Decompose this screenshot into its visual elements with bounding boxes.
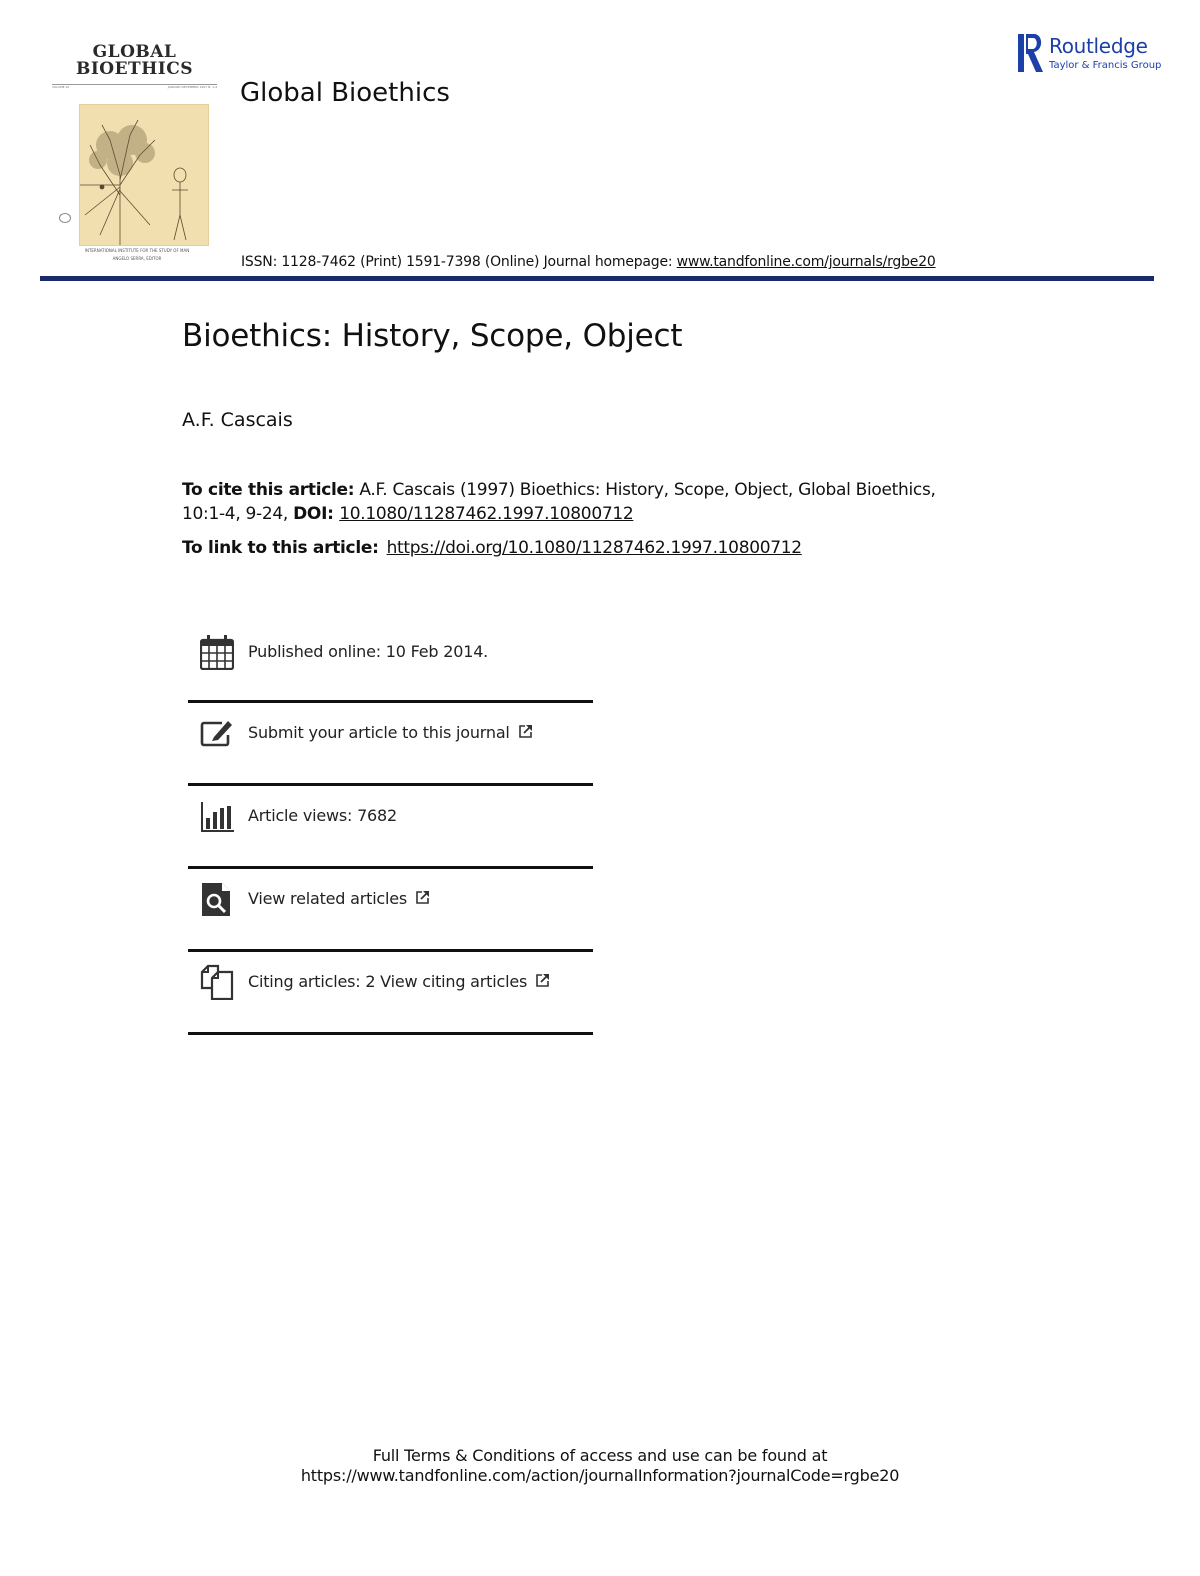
link-label: To link to this article: <box>182 538 379 558</box>
cover-illustration <box>79 104 209 246</box>
cover-title-line1: GLOBAL <box>92 42 177 62</box>
submit-article-label: Submit your article to this journal <box>248 723 510 742</box>
citation <box>182 478 982 526</box>
cover-institute: INTERNATIONAL INSTITUTE FOR THE STUDY OF MAN <box>84 248 190 253</box>
citing-articles-link[interactable] <box>248 972 550 991</box>
publisher-group: Taylor & Francis Group <box>1049 60 1162 71</box>
footer-terms <box>0 1446 1200 1486</box>
cover-title-line2: BIOETHICS <box>75 59 194 79</box>
article-url-link[interactable]: https://doi.org/10.1080/11287462.1997.10800712 <box>386 538 802 558</box>
footer-line1: Full Terms & Conditions of access and use can be found at <box>372 1446 828 1465</box>
info-row-published <box>188 622 593 703</box>
edit-icon <box>200 715 234 751</box>
article-views: Article views: 7682 <box>248 806 397 825</box>
external-link-icon <box>415 890 430 905</box>
info-row-submit[interactable] <box>188 703 593 786</box>
publisher-name: Routledge <box>1049 34 1148 58</box>
journal-cover <box>52 40 217 265</box>
document-search-icon <box>200 881 234 917</box>
info-row-related[interactable] <box>188 869 593 952</box>
info-row-citing[interactable] <box>188 952 593 1035</box>
calendar-icon <box>200 634 234 670</box>
cover-title <box>52 44 217 78</box>
cover-circle-icon <box>58 212 72 224</box>
issn-text: ISSN: 1128-7462 (Print) 1591-7398 (Online) Journal homepage: <box>241 254 677 270</box>
journal-homepage-link[interactable]: www.tandfonline.com/journals/rgbe20 <box>676 254 936 270</box>
doi-link[interactable]: 10.1080/11287462.1997.10800712 <box>339 504 634 524</box>
published-date: Published online: 10 Feb 2014. <box>248 642 489 661</box>
bar-chart-icon <box>200 798 234 834</box>
article-link-line <box>182 538 802 558</box>
cover-issue-date: JANUARY-DECEMBER 1997 N. 1-4 <box>167 85 217 89</box>
related-articles-link[interactable] <box>248 889 430 908</box>
external-link-icon <box>535 973 550 988</box>
routledge-r-icon <box>1016 32 1046 74</box>
citing-articles-label: Citing articles: 2 View citing articles <box>248 972 528 991</box>
issn-line <box>241 254 936 270</box>
journal-name: Global Bioethics <box>240 78 450 108</box>
footer-url[interactable]: https://www.tandfonline.com/action/journalInformation?journalCode=rgbe20 <box>300 1466 900 1485</box>
publisher-logo <box>1012 32 1162 76</box>
doi-label: DOI: <box>293 504 340 524</box>
copy-documents-icon <box>200 964 234 1000</box>
info-row-views <box>188 786 593 869</box>
cite-label: To cite this article: <box>182 480 355 500</box>
cover-editor: ANGELO SERRA, EDITOR <box>112 256 162 261</box>
tree-illustration-icon <box>80 105 208 245</box>
article-info-list <box>188 622 593 1035</box>
cite-text: A.F. Cascais (1997) Bioethics: History, Scope, Object, Global Bioethics, 10:1-4, 9-24, <box>182 480 936 524</box>
article-title: Bioethics: History, Scope, Object <box>182 318 683 354</box>
article-author: A.F. Cascais <box>182 409 293 431</box>
cover-volume: VOLUME 10 <box>52 85 70 89</box>
external-link-icon <box>518 724 533 739</box>
header-divider <box>40 276 1154 281</box>
related-articles-label: View related articles <box>248 889 408 908</box>
submit-article-link[interactable] <box>248 723 533 742</box>
